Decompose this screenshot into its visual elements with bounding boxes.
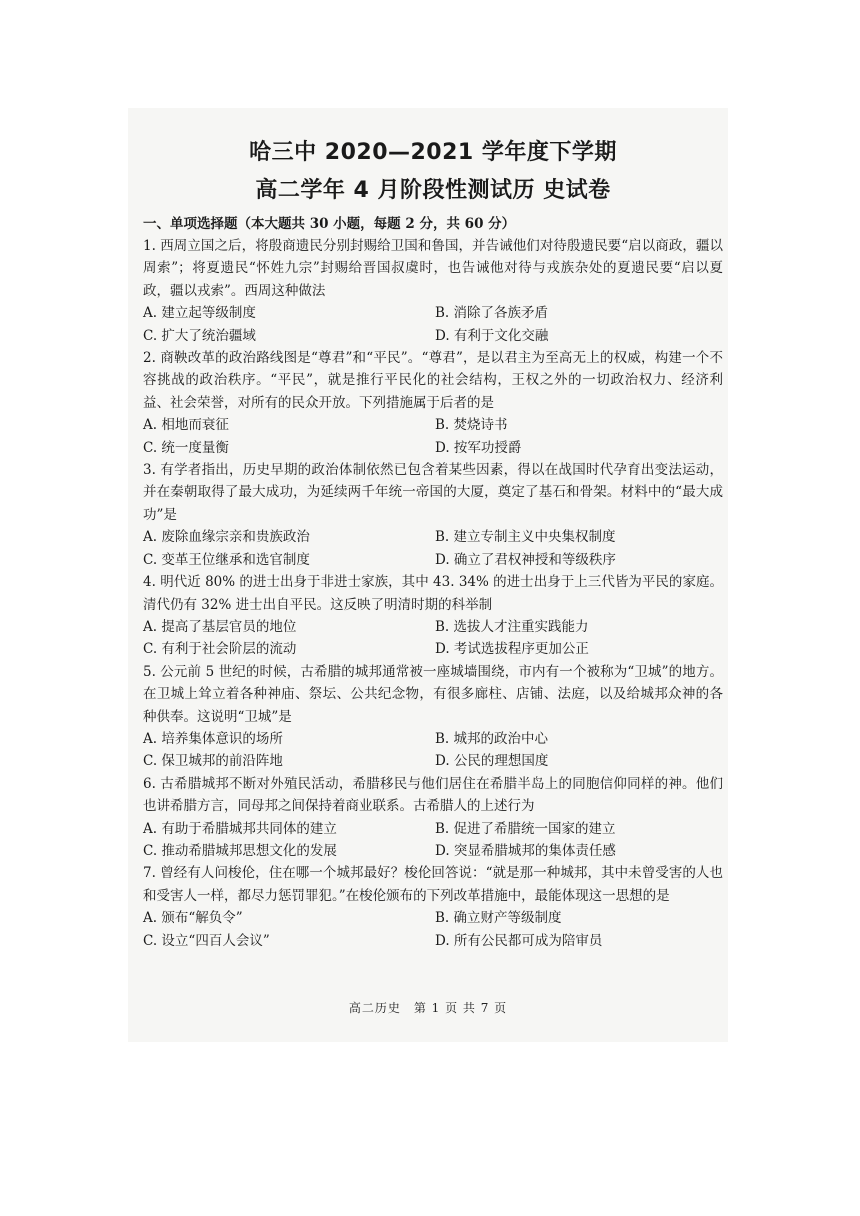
option-c: C. 扩大了统治疆域 xyxy=(143,327,256,344)
question-5 xyxy=(143,661,723,773)
question-options xyxy=(143,302,723,347)
section-heading: 一、单项选择题（本大题共 30 小题，每题 2 分，共 60 分） xyxy=(143,216,516,232)
option-d: D. 考试选拔程序更加公正 xyxy=(435,641,589,658)
question-4 xyxy=(143,571,723,661)
option-d: D. 按军功授爵 xyxy=(435,439,522,456)
question-3 xyxy=(143,459,723,571)
question-stem: 2. 商鞅改革的政治路线图是“尊君”和“平民”。“尊君”，是以君主为至高无上的权威，构建一个不容挑战的政治秩序。“平民”，就是推行平民化的社会结构，王权之外的一切政治权力、经济利益、社会荣誉，对所有的民众开放。下列措施属于后者的是 xyxy=(143,350,723,411)
question-options xyxy=(143,526,723,571)
question-options xyxy=(143,414,723,459)
exam-page xyxy=(143,135,723,952)
question-options xyxy=(143,818,723,863)
exam-title-line-1: 哈三中 2020—2021 学年度下学期 xyxy=(249,140,617,165)
question-stem: 3. 有学者指出，历史早期的政治体制依然已包含着某些因素，得以在战国时代孕育出变法运动，并在秦朝取得了最大成功，为延续两千年统一帝国的大厦，奠定了基石和骨架。材料中的“最大成功”是 xyxy=(143,462,723,523)
option-b: B. 消除了各族矛盾 xyxy=(435,305,549,322)
option-b: B. 建立专制主义中央集权制度 xyxy=(435,529,616,546)
option-a: A. 废除血缘宗亲和贵族政治 xyxy=(143,529,310,546)
question-2 xyxy=(143,347,723,459)
option-c: C. 统一度量衡 xyxy=(143,439,229,456)
option-b: B. 确立财产等级制度 xyxy=(435,910,562,927)
question-options xyxy=(143,907,723,952)
option-a: A. 相地而衰征 xyxy=(143,417,229,434)
option-d: D. 有利于文化交融 xyxy=(435,327,549,344)
option-c: C. 保卫城邦的前沿阵地 xyxy=(143,753,283,770)
option-c: C. 变革王位继承和选官制度 xyxy=(143,551,310,568)
option-c: C. 有利于社会阶层的流动 xyxy=(143,641,297,658)
question-stem: 7. 曾经有人问梭伦，住在哪一个城邦最好？梭伦回答说：“就是那一种城邦，其中未曾受害的人也和受害人一样，都尽力惩罚罪犯。”在梭伦颁布的下列改革措施中，最能体现这一思想的是 xyxy=(143,865,723,904)
option-b: B. 促进了希腊统一国家的建立 xyxy=(435,820,616,837)
option-d: D. 所有公民都可成为陪审员 xyxy=(435,932,603,949)
option-d: D. 确立了君权神授和等级秩序 xyxy=(435,551,616,568)
option-b: B. 焚烧诗书 xyxy=(435,417,508,434)
question-6 xyxy=(143,773,723,863)
question-7 xyxy=(143,862,723,952)
option-a: A. 提高了基层官员的地位 xyxy=(143,618,297,635)
option-c: C. 设立“四百人会议” xyxy=(143,932,270,949)
option-a: A. 培养集体意识的场所 xyxy=(143,730,283,747)
option-a: A. 颁布“解负令” xyxy=(143,910,243,927)
question-stem: 5. 公元前 5 世纪的时候，古希腊的城邦通常被一座城墙围绕，市内有一个被称为“卫城”的地方。在卫城上耸立着各种神庙、祭坛、公共纪念物，有很多廊柱、店铺、法庭，以及给城邦众神的各种供奉。这说明“卫城”是 xyxy=(143,663,723,725)
question-options xyxy=(143,616,723,661)
exam-title-line-2: 高二学年 4 月阶段性测试历 史试卷 xyxy=(255,178,611,203)
page-footer: 高二历史 第 1 页 共 7 页 xyxy=(348,1001,508,1015)
question-stem: 1. 西周立国之后，将殷商遗民分别封赐给卫国和鲁国，并告诫他们对待殷遗民要“启以商政，疆以周索”；将夏遗民“怀姓九宗”封赐给晋国叔虞时，也告诫他对待与戎族杂处的夏遗民要“启以夏政，疆以戎索”。西周这种做法 xyxy=(143,238,723,299)
option-a: A. 有助于希腊城邦共同体的建立 xyxy=(143,820,337,837)
question-stem: 4. 明代近 80% 的进士出身于非进士家族，其中 43. 34% 的进士出身于上三代皆为平民的家庭。清代仍有 32% 进士出自平民。这反映了明清时期的科举制 xyxy=(143,574,723,613)
option-a: A. 建立起等级制度 xyxy=(143,305,256,322)
option-d: D. 公民的理想国度 xyxy=(435,753,549,770)
question-stem: 6. 古希腊城邦不断对外殖民活动，希腊移民与他们居住在希腊半岛上的同胞信仰同样的神。他们也讲希腊方言，同母邦之间保持着商业联系。古希腊人的上述行为 xyxy=(143,775,723,815)
question-1 xyxy=(143,235,723,347)
option-b: B. 城邦的政治中心 xyxy=(435,730,549,747)
question-options xyxy=(143,728,723,773)
option-b: B. 选拔人才注重实践能力 xyxy=(435,618,589,635)
option-d: D. 突显希腊城邦的集体责任感 xyxy=(435,842,616,859)
option-c: C. 推动希腊城邦思想文化的发展 xyxy=(143,842,337,859)
